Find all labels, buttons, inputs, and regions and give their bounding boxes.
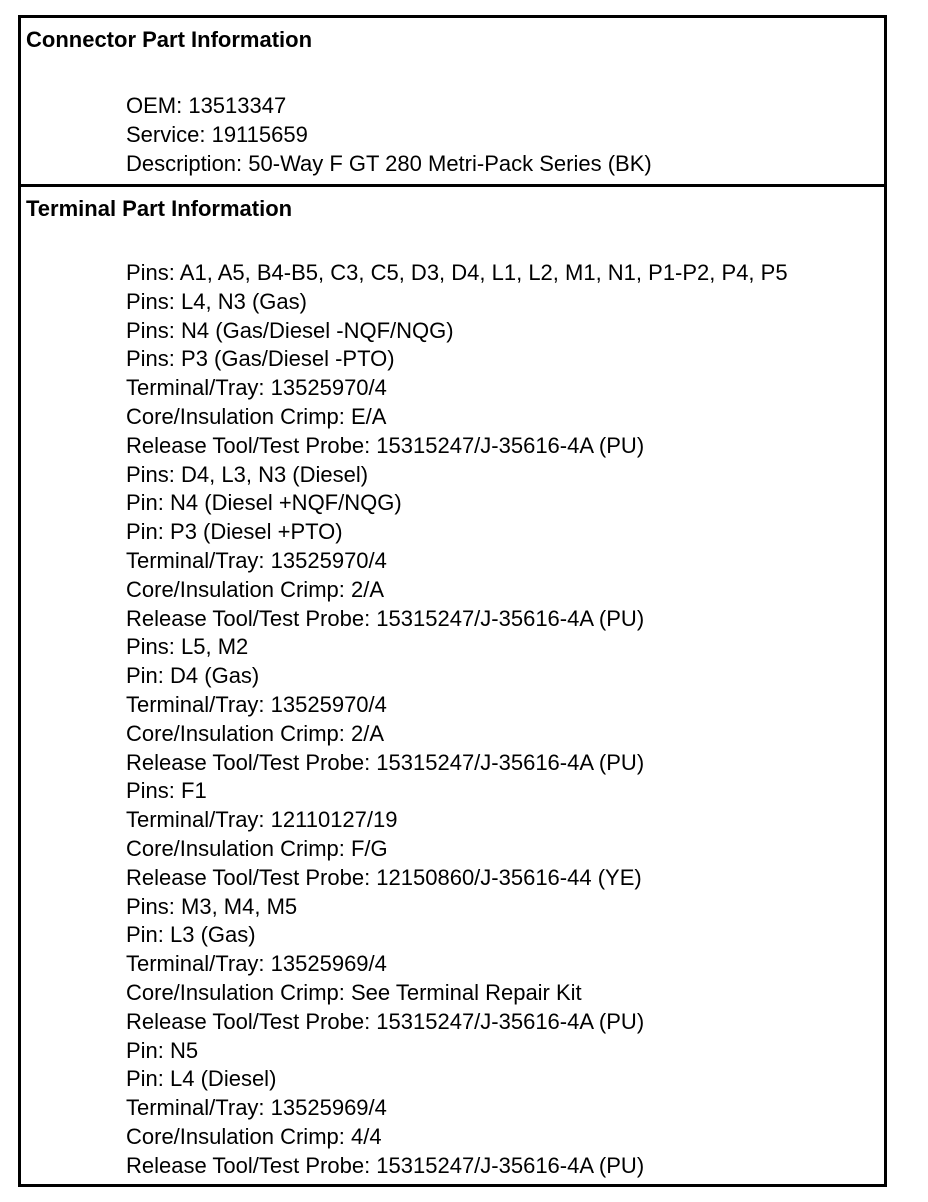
info-line: Service: 19115659	[126, 121, 308, 147]
terminal-part-section	[21, 187, 884, 1184]
info-line: Release Tool/Test Probe: 15315247/J-35616-4A (PU)	[126, 1152, 645, 1178]
info-line: Release Tool/Test Probe: 15315247/J-35616-4A (PU)	[126, 432, 645, 458]
info-line: Core/Insulation Crimp: F/G	[126, 835, 388, 861]
info-line: Pins: N4 (Gas/Diesel -NQF/NQG)	[126, 317, 454, 343]
info-line: OEM: 13513347	[126, 93, 287, 118]
info-line: Pins: D4, L3, N3 (Diesel)	[126, 461, 369, 487]
connector-info-table	[18, 15, 887, 1187]
info-line: Release Tool/Test Probe: 15315247/J-35616-4A (PU)	[126, 1008, 645, 1034]
info-line: Terminal/Tray: 13525969/4	[126, 1095, 387, 1121]
info-line: Pin: N5	[126, 1037, 199, 1063]
info-line: Pin: P3 (Diesel +PTO)	[126, 519, 343, 545]
terminal-part-heading: Terminal Part Information	[26, 196, 293, 221]
info-line: Core/Insulation Crimp: E/A	[126, 403, 387, 429]
info-line: Pins: L4, N3 (Gas)	[126, 288, 307, 314]
info-line: Core/Insulation Crimp: See Terminal Repair Kit	[126, 979, 582, 1005]
terminal-part-lines	[126, 259, 788, 1181]
info-line: Pins: F1	[126, 778, 207, 804]
info-line: Pins: M3, M4, M5	[126, 893, 298, 919]
info-line: Pin: L3 (Gas)	[126, 922, 256, 948]
info-line: Core/Insulation Crimp: 4/4	[126, 1123, 382, 1149]
info-line: Pin: N4 (Diesel +NQF/NQG)	[126, 490, 402, 516]
info-line: Pins: A1, A5, B4-B5, C3, C5, D3, D4, L1, L2, M1, N1, P1-P2, P4, P5	[126, 260, 788, 285]
info-line: Terminal/Tray: 13525970/4	[126, 375, 387, 401]
info-line: Pins: L5, M2	[126, 634, 249, 660]
connector-part-section	[21, 18, 884, 187]
info-line: Terminal/Tray: 13525970/4	[126, 547, 387, 573]
info-line: Release Tool/Test Probe: 12150860/J-35616-44 (YE)	[126, 864, 642, 890]
info-line: Terminal/Tray: 12110127/19	[126, 807, 398, 833]
info-line: Release Tool/Test Probe: 15315247/J-35616-4A (PU)	[126, 749, 645, 775]
info-line: Release Tool/Test Probe: 15315247/J-35616-4A (PU)	[126, 605, 645, 631]
info-line: Terminal/Tray: 13525970/4	[126, 691, 387, 717]
info-line: Pin: L4 (Diesel)	[126, 1066, 277, 1092]
info-line: Pins: P3 (Gas/Diesel -PTO)	[126, 346, 395, 372]
info-line: Core/Insulation Crimp: 2/A	[126, 720, 384, 746]
connector-part-heading: Connector Part Information	[26, 27, 313, 52]
info-line: Description: 50-Way F GT 280 Metri-Pack Series (BK)	[126, 150, 652, 176]
info-line: Pin: D4 (Gas)	[126, 663, 260, 689]
info-line: Terminal/Tray: 13525969/4	[126, 951, 387, 977]
info-line: Core/Insulation Crimp: 2/A	[126, 576, 384, 602]
connector-part-lines	[126, 92, 652, 178]
